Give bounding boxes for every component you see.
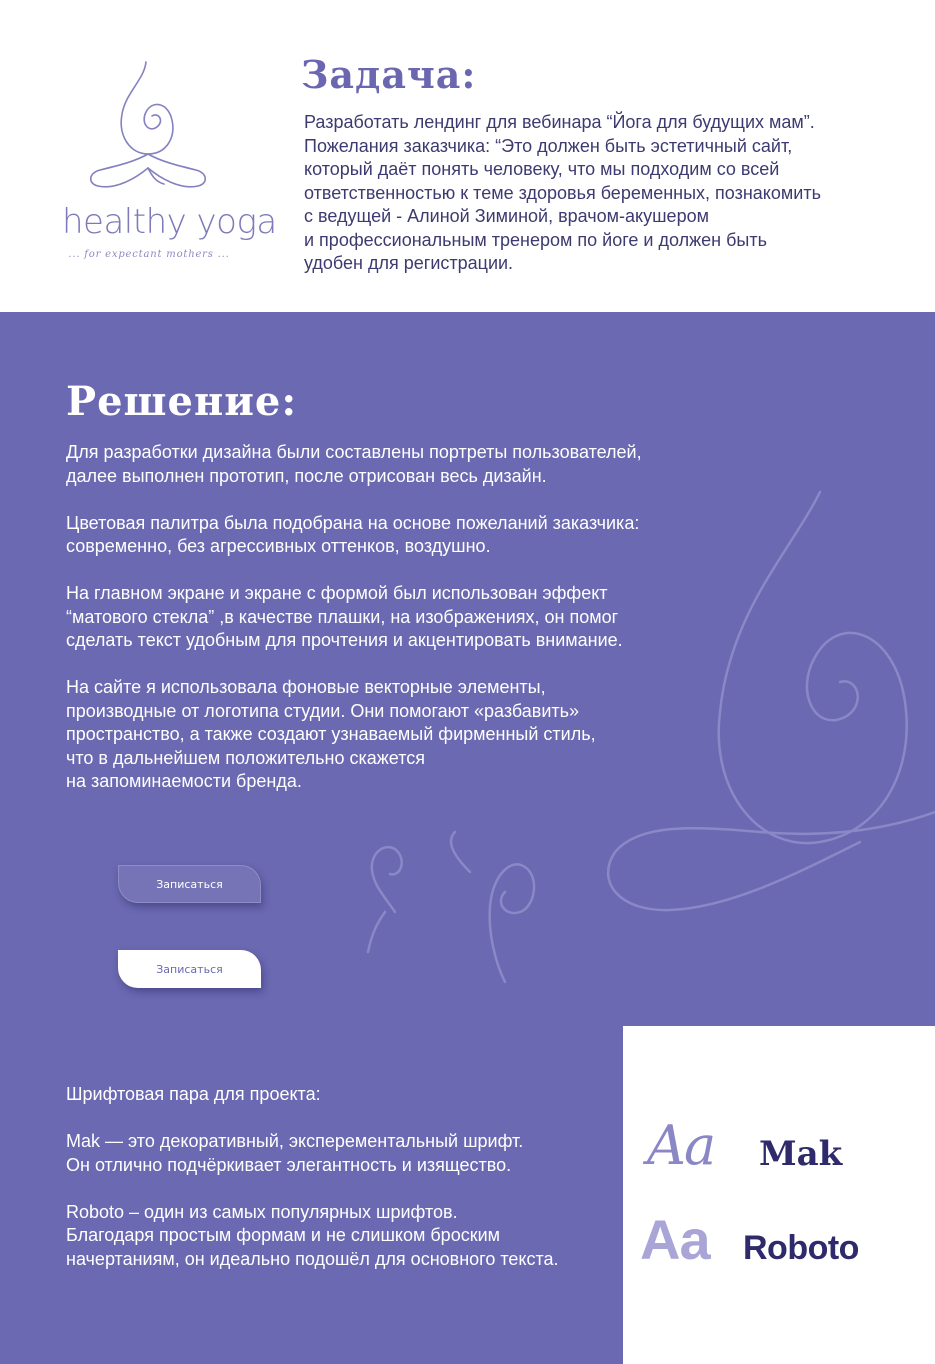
solution-paragraph: На главном экране и экране с формой был использован эффект “матового стекла” ,в качестве плашки, на изображениях, он помог сделать текст удобным для прочтения и акцентировать внимание. [66, 583, 623, 650]
mak-font-name: Mak [759, 1134, 843, 1174]
task-section [0, 0, 935, 312]
font-pair-paragraph: Mak — это декоративный, эксперементальный шрифт. Он отлично подчёркивает элегантность и изящество. [66, 1131, 524, 1175]
solution-paragraph: Цветовая палитра была подобрана на основе пожеланий заказчика: современно, без агрессивных оттенков, воздушно. [66, 512, 640, 556]
roboto-sample-aa: Aa [640, 1208, 710, 1271]
font-pair-text [66, 1083, 616, 1295]
solution-paragraph: Для разработки дизайна были составлены портреты пользователей, далее выполнен прототип, после отрисован весь дизайн. [66, 442, 642, 486]
signup-button-solid[interactable]: Записаться [118, 950, 261, 988]
font-pair-paragraph: Roboto – один из самых популярных шрифтов. Благодаря простым формам и не слишком броским начертаниям, он идеально подошёл для основного текста. [66, 1201, 559, 1269]
logo-subtitle: ... for expectant mothers ... [68, 249, 230, 260]
signup-button-glass[interactable]: Записаться [118, 865, 261, 903]
logo-title: healthy yoga [62, 202, 277, 242]
healthy-yoga-logo [58, 52, 277, 267]
task-heading: Задача: [301, 52, 477, 97]
font-samples-panel [623, 1026, 935, 1364]
font-pair-paragraph: Шрифтовая пара для проекта: [66, 1084, 321, 1104]
yoga-drop-logo-icon [86, 58, 210, 198]
solution-heading: Решение: [66, 378, 298, 425]
task-description: Разработать лендинг для вебинара “Йога для будущих мам”. Пожелания заказчика: “Это должен быть эстетичный сайт, который даёт понять человеку, что мы подходим со всей ответственностью к теме здоровья беременных, познакомить с ведущей - Алиной Зиминой, врачом-акушером и профессиональным тренером по йоге и должен быть удобен для регистрации. [304, 112, 821, 273]
roboto-font-name: Roboto [743, 1229, 859, 1267]
solution-text [66, 441, 716, 817]
mak-sample-aa: Aa [647, 1114, 715, 1177]
solution-paragraph: На сайте я использовала фоновые векторные элементы, производные от логотипа студии. Они помогают «разбавить» пространство, а также создают узнаваемый фирменный стиль, что в дальнейшем положительно скажется на запоминаемости бренда. [66, 677, 596, 791]
